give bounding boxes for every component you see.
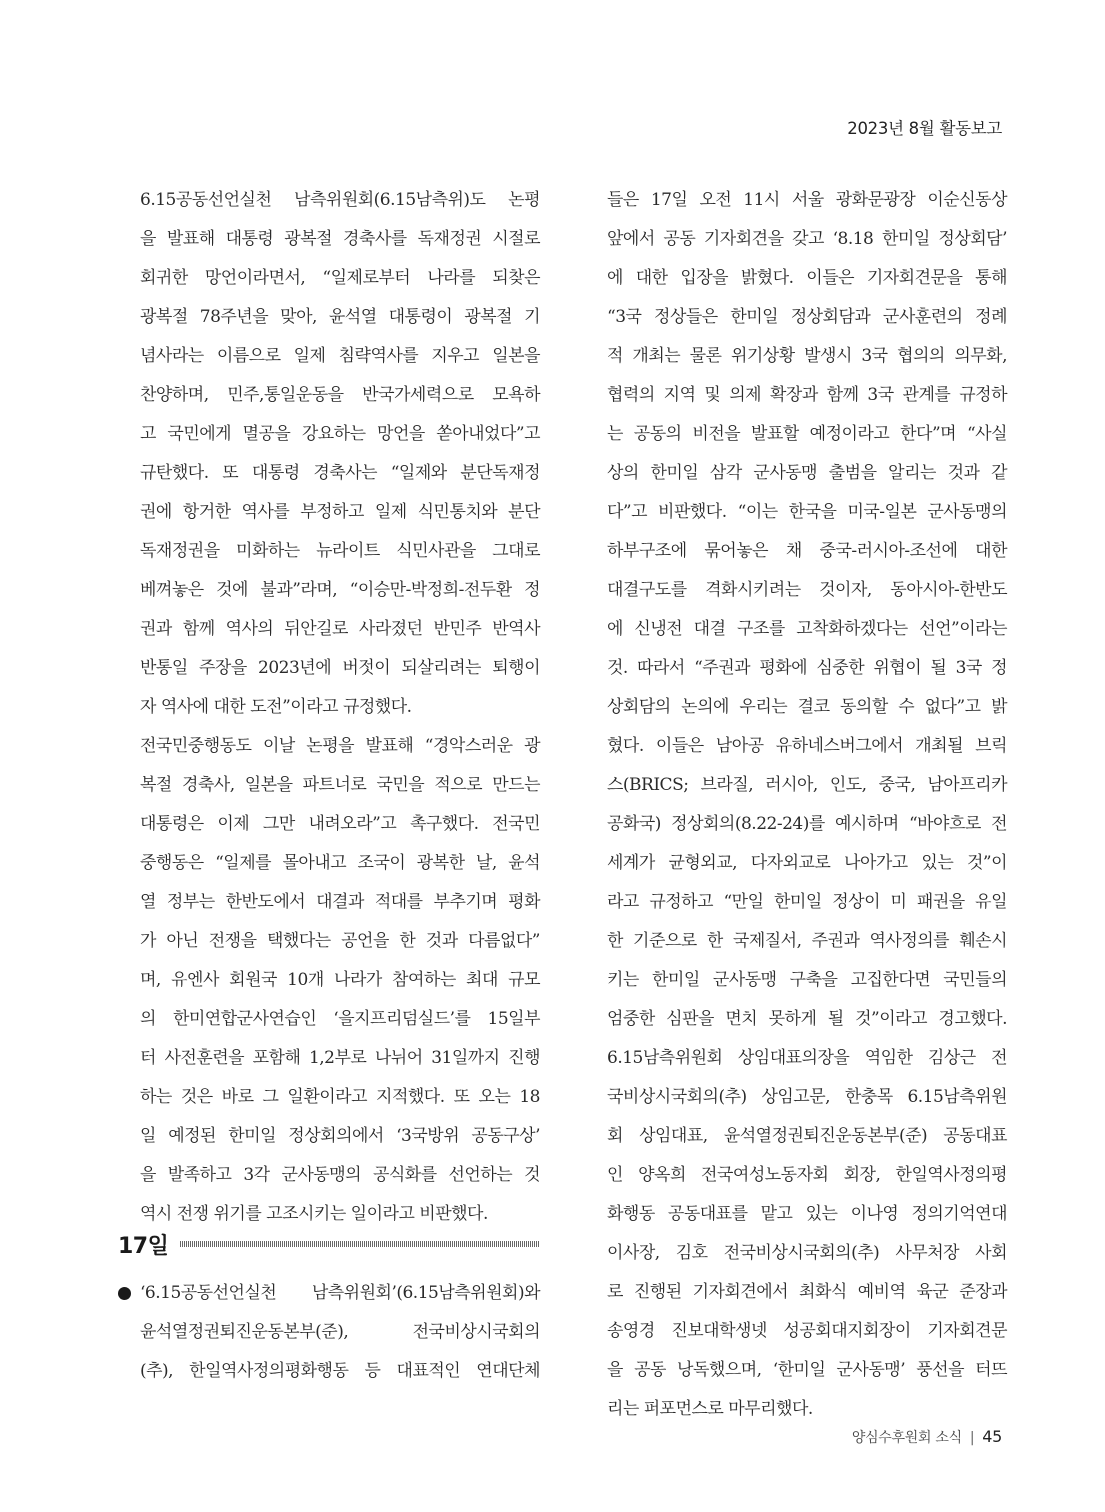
text-line: “3국 정상들은 한미일 정상회담과 군사훈련의 정례 xyxy=(607,307,1007,327)
text-line: 회 상임대표, 윤석열정권퇴진운동본부(준) 공동대표 xyxy=(607,1126,1007,1146)
text-line: 일 예정된 한미일 정상회의에서 ‘3국방위 공동구상’ xyxy=(140,1126,540,1146)
footer-publication: 양심수후원회 소식 xyxy=(851,1430,962,1446)
right-column xyxy=(607,181,1007,1429)
text-line: 며, 유엔사 회원국 10개 나라가 참여하는 최대 규모 xyxy=(140,970,540,990)
text-line: 인 양옥희 전국여성노동자회 회장, 한일역사정의평 xyxy=(607,1165,1007,1185)
text-line: 전국민중행동도 이날 논평을 발표해 “경악스러운 광 xyxy=(140,736,540,756)
text-line: 열 정부는 한반도에서 대결과 적대를 부추기며 평화 xyxy=(140,892,540,912)
text-line: 터 사전훈련을 포함해 1,2부로 나뉘어 31일까지 진행 xyxy=(140,1048,540,1068)
text-line: 고 국민에게 멸공을 강요하는 망언을 쏟아내었다”고 xyxy=(140,424,540,444)
text-line: 권과 함께 역사의 뒤안길로 사라졌던 반민주 반역사 xyxy=(140,619,540,639)
text-line: 회귀한 망언이라면서, “일제로부터 나라를 되찾은 xyxy=(140,268,540,288)
text-line: 앞에서 공동 기자회견을 갖고 ‘8.18 한미일 정상회담’ xyxy=(607,229,1007,249)
text-line: 찬양하며, 민주,통일운동을 반국가세력으로 모욕하 xyxy=(140,385,540,405)
left-column xyxy=(140,181,540,1234)
text-line: 하부구조에 묶어놓은 채 중국-러시아-조선에 대한 xyxy=(607,541,1007,561)
text-line: 송영경 진보대학생넷 성공회대지회장이 기자회견문 xyxy=(607,1321,1007,1341)
text-line: 광복절 78주년을 맞아, 윤석열 대통령이 광복절 기 xyxy=(140,307,540,327)
text-line: 에 신냉전 대결 구조를 고착화하겠다는 선언”이라는 xyxy=(607,619,1007,639)
text-line: 키는 한미일 군사동맹 구축을 고집한다면 국민들의 xyxy=(607,970,1007,990)
text-line: 대통령은 이제 그만 내려오라”고 촉구했다. 전국민 xyxy=(140,814,540,834)
text-line: 상의 한미일 삼각 군사동맹 출범을 알리는 것과 같 xyxy=(607,463,1007,483)
text-line: 에 대한 입장을 밝혔다. 이들은 기자회견문을 통해 xyxy=(607,268,1007,288)
text-line: 다”고 비판했다. “이는 한국을 미국-일본 군사동맹의 xyxy=(607,502,1007,522)
text-line: 중행동은 “일제를 몰아내고 조국이 광복한 날, 윤석 xyxy=(140,853,540,873)
text-line: 을 발족하고 3각 군사동맹의 공식화를 선언하는 것 xyxy=(140,1165,540,1185)
text-line: 는 공동의 비전을 발표할 예정이라고 한다”며 “사실 xyxy=(607,424,1007,444)
text-line: 스(BRICS; 브라질, 러시아, 인도, 중국, 남아프리카 xyxy=(607,775,1007,795)
section-heading xyxy=(118,1222,540,1266)
text-line: 규탄했다. 또 대통령 경축사는 “일제와 분단독재정 xyxy=(140,463,540,483)
text-line: 로 진행된 기자회견에서 최화식 예비역 육군 준장과 xyxy=(607,1282,1007,1302)
text-line: 권에 항거한 역사를 부정하고 일제 식민통치와 분단 xyxy=(140,502,540,522)
section-17 xyxy=(118,1222,540,1391)
text-line: 국비상시국회의(추) 상임고문, 한충목 6.15남측위원 xyxy=(607,1087,1007,1107)
text-line: 화행동 공동대표를 맡고 있는 이나영 정의기억연대 xyxy=(607,1204,1007,1224)
text-line: 복절 경축사, 일본을 파트너로 국민을 적으로 만드는 xyxy=(140,775,540,795)
text-line: 의 한미연합군사연습인 ‘을지프리덤실드’를 15일부 xyxy=(140,1009,540,1029)
footer-separator: | xyxy=(969,1430,975,1446)
text-line: 리는 퍼포먼스로 마무리했다. xyxy=(607,1399,813,1419)
text-line: 6.15공동선언실천 남측위원회(6.15남측위)도 논평 xyxy=(140,190,540,210)
page-number: 45 xyxy=(982,1427,1002,1446)
text-line: 을 발표해 대통령 광복절 경축사를 독재정권 시절로 xyxy=(140,229,540,249)
text-line: 엄중한 심판을 면치 못하게 될 것”이라고 경고했다. xyxy=(607,1009,1007,1029)
text-line: 대결구도를 격화시키려는 것이자, 동아시아-한반도 xyxy=(607,580,1007,600)
text-line: 가 아닌 전쟁을 택했다는 공언을 한 것과 다름없다” xyxy=(140,931,540,951)
text-line: 공화국) 정상회의(8.22-24)를 예시하며 “바야흐로 전 xyxy=(607,814,1007,834)
text-line: 것. 따라서 “주권과 평화에 심중한 위협이 될 3국 정 xyxy=(607,658,1007,678)
text-line: 적 개최는 물론 위기상황 발생시 3국 협의의 의무화, xyxy=(607,346,1007,366)
text-line: 상회담의 논의에 우리는 결코 동의할 수 없다”고 밝 xyxy=(607,697,1007,717)
text-line: 자 역사에 대한 도전”이라고 규정했다. xyxy=(140,697,412,717)
text-line: 세계가 균형외교, 다자외교로 나아가고 있는 것”이 xyxy=(607,853,1007,873)
text-line: (추), 한일역사정의평화행동 등 대표적인 연대단체 xyxy=(140,1361,540,1381)
text-line: 독재정권을 미화하는 뉴라이트 식민사관을 그대로 xyxy=(140,541,540,561)
text-line: 한 기준으로 한 국제질서, 주권과 역사정의를 훼손시 xyxy=(607,931,1007,951)
text-line: 라고 규정하고 “만일 한미일 정상이 미 패권을 유일 xyxy=(607,892,1007,912)
text-line: ‘6.15공동선언실천 남측위원회’(6.15남측위원회)와 xyxy=(140,1283,540,1303)
text-line: 반통일 주장을 2023년에 버젓이 되살리려는 퇴행이 xyxy=(140,658,540,678)
page-header-title: 2023년 8월 활동보고 xyxy=(847,119,1002,138)
section-title: 17일 xyxy=(118,1233,169,1259)
bullet-text xyxy=(140,1274,540,1391)
text-line: 협력의 지역 및 의제 확장과 함께 3국 관계를 규정하 xyxy=(607,385,1007,405)
text-line: 하는 것은 바로 그 일환이라고 지적했다. 또 오는 18 xyxy=(140,1087,540,1107)
bullet-dot-icon xyxy=(118,1287,131,1300)
text-line: 이사장, 김호 전국비상시국회의(추) 사무처장 사회 xyxy=(607,1243,1007,1263)
page-footer xyxy=(852,1427,1002,1447)
text-line: 념사라는 이름으로 일제 침략역사를 지우고 일본을 xyxy=(140,346,540,366)
text-line: 윤석열정권퇴진운동본부(준), 전국비상시국회의 xyxy=(140,1322,540,1342)
text-line: 역시 전쟁 위기를 고조시키는 일이라고 비판했다. xyxy=(140,1204,488,1224)
text-line: 6.15남측위원회 상임대표의장을 역임한 김상근 전 xyxy=(607,1048,1007,1068)
section-divider xyxy=(180,1241,540,1247)
text-line: 혔다. 이들은 남아공 유하네스버그에서 개최될 브릭 xyxy=(607,736,1007,756)
text-line: 들은 17일 오전 11시 서울 광화문광장 이순신동상 xyxy=(607,190,1007,210)
text-line: 베껴놓은 것에 불과”라며, “이승만-박정희-전두환 정 xyxy=(140,580,540,600)
bullet-item xyxy=(118,1274,540,1391)
text-line: 을 공동 낭독했으며, ‘한미일 군사동맹’ 풍선을 터뜨 xyxy=(607,1360,1007,1380)
